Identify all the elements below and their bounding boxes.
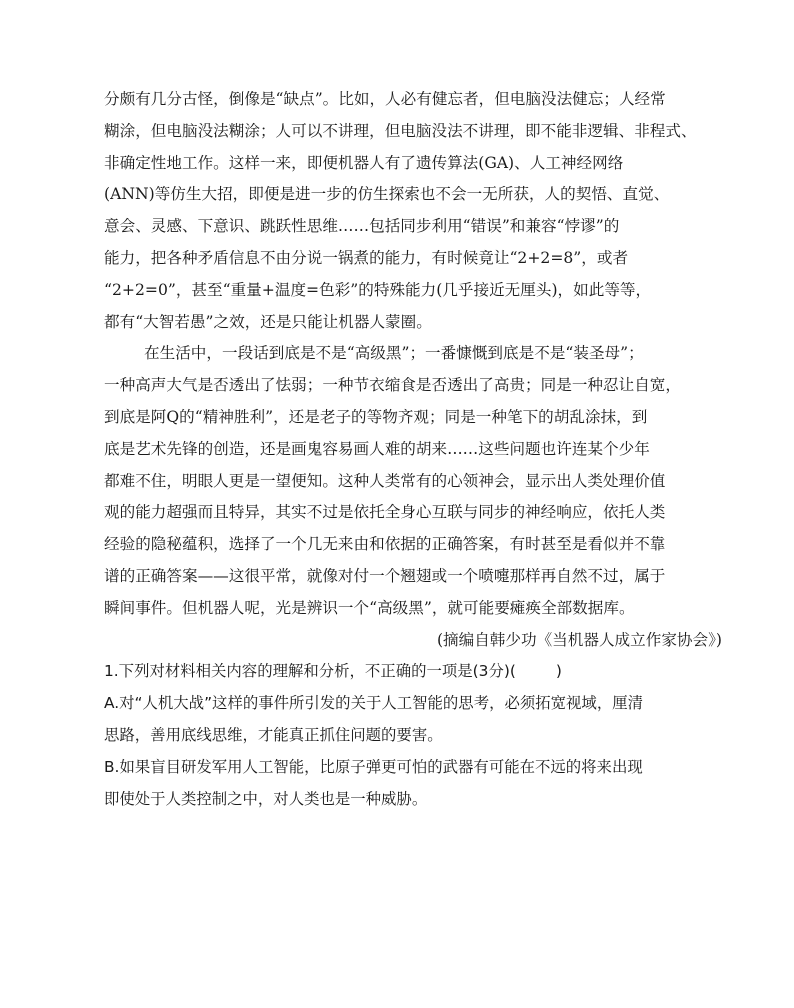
question-stem-close: ): [555, 662, 562, 681]
option-a[interactable]: [104, 688, 722, 752]
text-line: 糊涂，但电脑没法糊涂；人可以不讲理，但电脑没法不讲理，即不能非逻辑、非程式、: [104, 121, 697, 140]
text-line: 到底是阿Q的“精神胜利”，还是老子的等物齐观；同是一种笔下的胡乱涂抹，到: [104, 407, 648, 426]
text-line: 一种高声大气是否透出了怯弱；一种节衣缩食是否透出了高贵；同是一种忍让自宽，: [104, 376, 681, 395]
text-line: 谱的正确答案——这很平常，就像对付一个翘翅或一个喷嚏那样再自然不过，属于: [104, 566, 666, 585]
text-line: 观的能力超强而且特异，其实不过是依托全身心互联与同步的神经响应，依托人类: [104, 503, 666, 522]
text-line: 非确定性地工作。这样一来，即便机器人有了遗传算法(GA)、人工神经网络: [104, 153, 624, 172]
text-line: 意会、灵感、下意识、跳跃性思维……包括同步利用“错误”和兼容“悖谬”的: [104, 217, 620, 236]
question-1: [104, 656, 722, 815]
passage-paragraph-1: [104, 84, 722, 338]
option-line: B.如果盲目研发军用人工智能，比原子弹更可怕的武器有可能在不远的将来出现: [104, 757, 643, 776]
question-stem-text: 1.下列对材料相关内容的理解和分析，不正确的一项是(3分)(: [104, 662, 516, 681]
option-line: 思路，善用底线思维，才能真正抓住问题的要害。: [104, 725, 443, 744]
passage-paragraph-2: [104, 338, 722, 624]
text-line: 分颇有几分古怪，倒像是“缺点”。比如，人必有健忘者，但电脑没法健忘；人经常: [104, 90, 666, 108]
text-line: 都难不住，明眼人更是一望便知。这种人类常有的心领神会，显示出人类处理价值: [104, 471, 666, 490]
text-line: 瞬间事件。但机器人呢，光是辨识一个“高级黑”，就可能要瘫痪全部数据库。: [104, 598, 635, 617]
text-line: 底是艺术先锋的创造，还是画鬼容易画人难的胡来……这些问题也许连某个少年: [104, 439, 650, 458]
option-line: A.对“人机大战”这样的事件所引发的关于人工智能的思考，必须拓宽视域，厘清: [104, 694, 643, 713]
text-line: 能力，把各种矛盾信息不由分说一锅煮的能力，有时候竟让“2+2=8”，或者: [104, 248, 629, 267]
text-line: (ANN)等仿生大招，即便是进一步的仿生探索也不会一无所获，人的契悟、直觉、: [104, 185, 670, 204]
text-line: 在生活中，一段话到底是不是“高级黑”；一番慷慨到底是不是“装圣母”；: [144, 344, 644, 363]
option-line: 即使处于人类控制之中，对人类也是一种威胁。: [104, 789, 428, 808]
text-line: “2+2=0”，甚至“重量+温度=色彩”的特殊能力(几乎接近无厘头)，如此等等，: [104, 280, 652, 299]
option-b[interactable]: [104, 752, 722, 816]
text-line: 经验的隐秘蕴积，选择了一个几无来由和依据的正确答案，有时甚至是看似并不靠: [104, 535, 666, 554]
text-line: 都有“大智若愚”之效，还是只能让机器人蒙圈。: [104, 312, 432, 331]
source-citation: (摘编自韩少功《当机器人成立作家协会》): [436, 630, 722, 649]
question-stem: [104, 656, 722, 688]
